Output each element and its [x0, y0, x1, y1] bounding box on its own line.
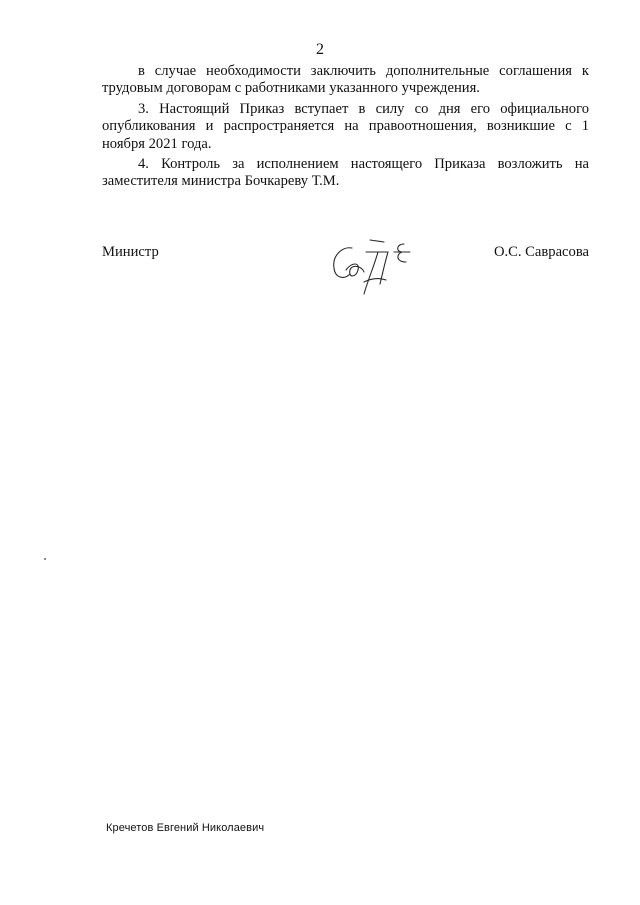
signatory-name: О.С. Саврасова	[493, 244, 589, 260]
margin-mark	[44, 558, 46, 560]
signature-block	[102, 232, 589, 302]
paragraph-continuation: в случае необходимости заключить дополнительные соглашения к трудовым договорам с работниками указанного учреждения.	[102, 63, 589, 97]
page-number: 2	[316, 41, 324, 58]
executor-name: Кречетов Евгений Николаевич	[106, 822, 265, 834]
paragraph-item-3: 3. Настоящий Приказ вступает в силу со дня его официального опубликования и распространяется на правоотношения, возникшие с 1 ноября 2021 года.	[102, 100, 589, 152]
handwritten-signature	[322, 232, 422, 302]
paragraph-item-4: 4. Контроль за исполнением настоящего Приказа возложить на заместителя министра Бочкареву Т.М.	[102, 156, 589, 190]
signatory-title: Министр	[102, 244, 159, 260]
document-body	[102, 63, 589, 194]
